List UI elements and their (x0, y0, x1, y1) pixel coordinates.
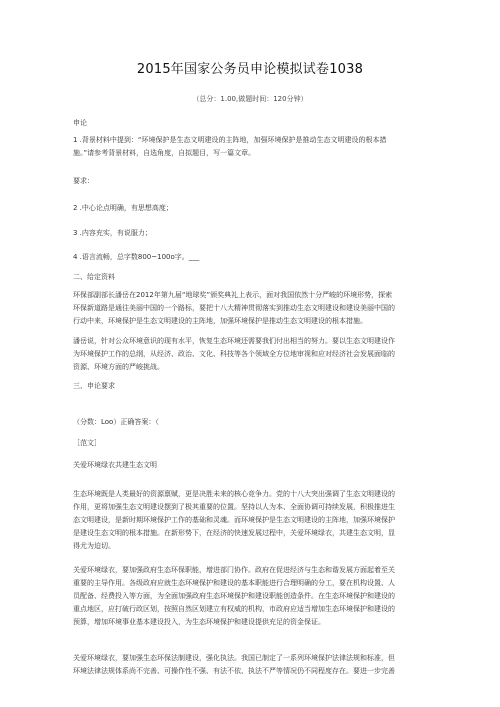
section-heading: 三、申论要求 (73, 382, 115, 390)
text-line: 生态环境既是人类最好的资源禀赋，更是决胜未来的核心竞争力。党的十八大突出强调了生态文明建设的 (73, 490, 395, 498)
text-line: 作用，更将加强生态文明建设摆到了极其重要的位置。坚持以人为本、全面协调可持续发展，积极推进生 (73, 503, 395, 511)
text-line: 得尤为迫切。 (73, 542, 115, 550)
text-line: 是建设生态文明的根本措施。在新形势下，在经济的快速发展过程中，关爱环境绿衣，共建生态文明，显 (73, 529, 395, 537)
requirement-item: 4 .语言流畅，总字数800~100o字。___ (73, 253, 200, 261)
text-line: 关爱环境绿衣，要加强政府生态环保职能，增进部门协作。政府在促进经济与生态和谐发展方面起着至关 (73, 566, 395, 574)
requirement-item: 2 .中心论点明确，有思想高度； (73, 204, 173, 212)
section-label: 申论 (73, 119, 87, 127)
sample-label: ［范文］ (73, 439, 101, 447)
text-line: 员配备、经费投入等方面，为全面加强政府生态环境保护和建设职能创造条件。在生态环境保护和建设的 (73, 592, 395, 600)
text-line: 关爱环境绿衣，要加强生态环保法制建设，强化执法。我国已制定了一系列环境保护法律法规和标准，但 (73, 654, 395, 662)
essay-paragraph-1 (73, 488, 433, 553)
text-line: 态文明建设，是新时期环境保护工作的基础和灵魂。而环境保护是生态文明建设的主阵地，加强环境保护 (73, 516, 395, 524)
essay-paragraph-3 (73, 652, 433, 678)
text-line: 环保新道路是通往美丽中国的一个路标，要把十八大精神贯彻落实到推动生态文明建设和建设美丽中国的 (73, 304, 395, 312)
text-line: 为环境保护工作的总纲，从经济、政治、文化、科技等各个领域全方位地审视和应对经济社会发展面临的 (73, 350, 395, 358)
question-1 (73, 134, 433, 160)
essay-title: 关爱环境绿衣共建生态文明 (73, 461, 157, 469)
text-line: 环境法律法规体系尚不完善、可操作性不强、有法不依、执法不严等情况仍不同程度存在。要进一步完善 (73, 667, 395, 675)
text-line: 施。”请参考背景材料，自选角度，自拟题目，写一篇文章。 (73, 149, 256, 157)
score-line: （分数：Loo）正确答案：（ (73, 418, 159, 426)
text-line: 重点地区，应打破行政区划，按照自然区划建立有权威的机构，市政府应适当增加生态环境保护和建设的 (73, 605, 395, 613)
text-line: 1 .背景材料中提到：“环境保护是生态文明建设的主阵地，加强环境保护是推动生态文明建设的根本措 (73, 136, 387, 144)
section-heading: 二、给定资料 (73, 273, 115, 281)
material-paragraph-2 (73, 335, 433, 374)
material-paragraph-1 (73, 289, 433, 328)
text-line: 环保部副部长潘岳在2012年第九届“地球奖”颁奖典礼上表示，面对我国依然十分严峻的环境形势，探索 (73, 291, 393, 299)
requirements-label: 要求： (73, 177, 94, 185)
text-line: 重要的主导作用。各级政府应就生态环境保护和建设的基本职能进行合理明确的分工，要在机构设置、人 (73, 579, 395, 587)
text-line: 潘岳说，针对公众环境意识的现有水平，恢复生态环境还需要我们付出相当的努力。要以生态文明建设作 (73, 337, 395, 345)
essay-paragraph-2 (73, 564, 433, 629)
text-line: 行动中来，环境保护是生态文明建设的主阵地，加强环境保护是推动生态文明建设的根本措施。 (73, 317, 367, 325)
text-line: 预算，增加环境事业基本建设投入，为生态环境保护和建设提供充足的资金保证。 (73, 618, 325, 626)
page-title: 2015年国家公务员申论模拟试卷1038 (136, 62, 364, 77)
requirement-item: 3 .内容充实，有说服力； (73, 229, 152, 237)
exam-meta: （总分：1.00,做题时间：120分钟） (192, 95, 308, 103)
text-line: 资源、环境方面的严峻挑战。 (73, 363, 164, 371)
